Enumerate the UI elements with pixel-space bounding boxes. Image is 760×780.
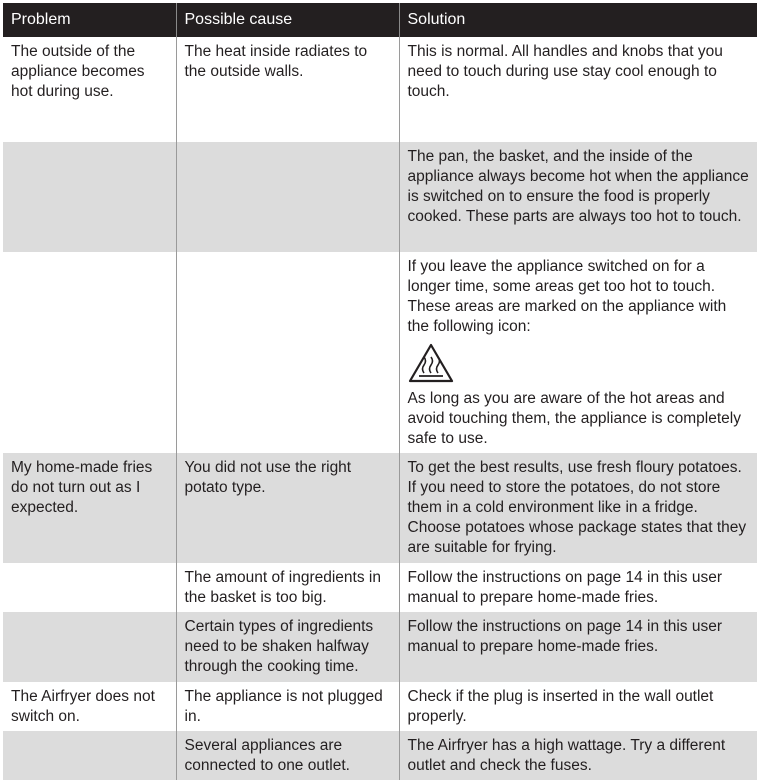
solution-cell: The pan, the basket, and the inside of the appliance always become hot when the appliance is switched on to ensure the food is properly cooked. These parts are always too hot to touch.	[399, 142, 757, 252]
problem-cell: The outside of the appliance becomes hot during use.	[3, 37, 176, 142]
table-row	[3, 563, 757, 612]
solution-text-before-icon: If you leave the appliance switched on for a longer time, some areas get too hot to touch. These areas are marked on the appliance with the following icon:	[407, 258, 727, 335]
cause-cell: The appliance is not plugged in.	[176, 682, 399, 731]
solution-cell: The Airfryer has a high wattage. Try a different outlet and check the fuses.	[399, 731, 757, 780]
header-row	[3, 3, 757, 37]
solution-cell: Follow the instructions on page 14 in this user manual to prepare home-made fries.	[399, 563, 757, 612]
header-problem: Problem	[3, 3, 176, 37]
problem-cell	[3, 252, 176, 453]
problem-cell	[3, 731, 176, 780]
header-possible-cause: Possible cause	[176, 3, 399, 37]
solution-cell: Check if the plug is inserted in the wall outlet properly.	[399, 682, 757, 731]
cause-cell: Certain types of ingredients need to be shaken halfway through the cooking time.	[176, 612, 399, 682]
table-row	[3, 731, 757, 780]
problem-cell	[3, 142, 176, 252]
table-row	[3, 142, 757, 252]
cause-cell: The amount of ingredients in the basket is too big.	[176, 563, 399, 612]
problem-cell: The Airfryer does not switch on.	[3, 682, 176, 731]
solution-cell: To get the best results, use fresh floury potatoes. If you need to store the potatoes, do not store them in a cold environment like in a fridge. Choose potatoes whose package states that they are suitable for frying.	[399, 453, 757, 563]
cause-cell	[176, 252, 399, 453]
solution-cell: This is normal. All handles and knobs that you need to touch during use stay cool enough to touch.	[399, 37, 757, 142]
header-solution: Solution	[399, 3, 757, 37]
solution-cell: Follow the instructions on page 14 in this user manual to prepare home-made fries.	[399, 612, 757, 682]
cause-cell	[176, 142, 399, 252]
table-row	[3, 37, 757, 142]
troubleshooting-table	[3, 3, 757, 780]
hot-surface-warning-icon	[408, 343, 454, 383]
table-row	[3, 252, 757, 453]
table-row	[3, 612, 757, 682]
table-body	[3, 37, 757, 780]
solution-cell	[399, 252, 757, 453]
problem-cell	[3, 563, 176, 612]
cause-cell: You did not use the right potato type.	[176, 453, 399, 563]
table-header	[3, 3, 757, 37]
problem-cell: My home-made fries do not turn out as I expected.	[3, 453, 176, 563]
cause-cell: The heat inside radiates to the outside walls.	[176, 37, 399, 142]
table-row	[3, 453, 757, 563]
table-row	[3, 682, 757, 731]
cause-cell: Several appliances are connected to one outlet.	[176, 731, 399, 780]
problem-cell	[3, 612, 176, 682]
solution-text-after-icon: As long as you are aware of the hot areas and avoid touching them, the appliance is completely safe to use.	[407, 390, 741, 447]
